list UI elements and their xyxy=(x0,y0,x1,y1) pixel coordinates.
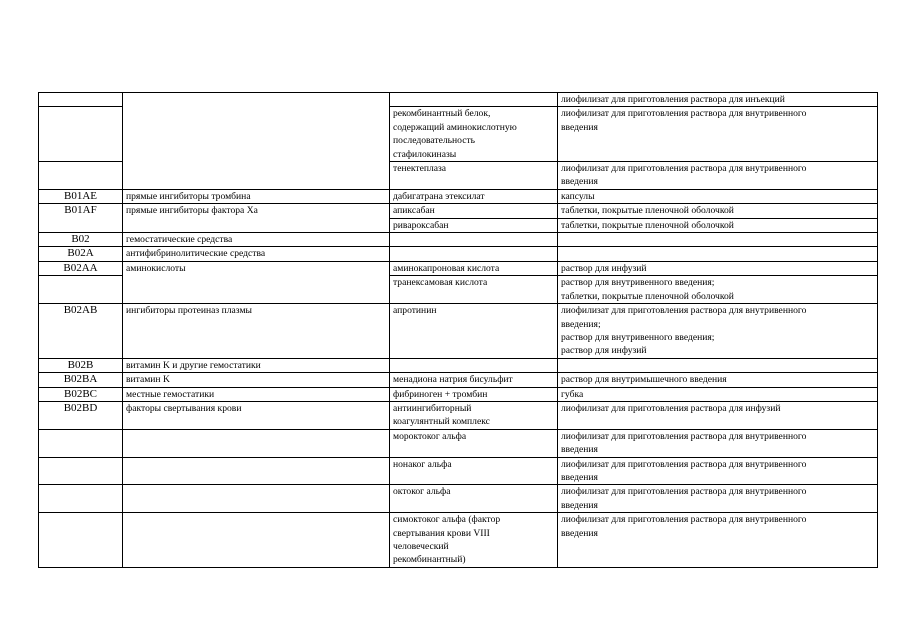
dosage-form-cell: лиофилизат для приготовления раствора для внутривенного введения xyxy=(558,107,878,162)
dosage-form-cell: раствор для внутривенного введения; таблетки, покрытые пленочной оболочкой xyxy=(558,276,878,304)
drug-name-cell: рекомбинантный белок, содержащий аминокислотную последовательность стафилокиназы xyxy=(390,107,558,162)
drug-name-cell xyxy=(390,358,558,372)
atc-code-cell xyxy=(39,107,123,162)
group-name-cell xyxy=(123,485,390,513)
table-row xyxy=(39,513,878,568)
group-name-cell: аминокислоты xyxy=(123,261,390,303)
atc-code-cell: B02BA xyxy=(39,373,123,387)
table-row xyxy=(39,429,878,457)
atc-code-cell xyxy=(39,93,123,107)
table-row xyxy=(39,204,878,218)
drug-name-cell: менадиона натрия бисульфит xyxy=(390,373,558,387)
dosage-form-cell xyxy=(558,233,878,247)
drug-name-cell: симоктоког альфа (фактор свертывания крови VIII человеческий рекомбинантный) xyxy=(390,513,558,568)
group-name-cell: гемостатические средства xyxy=(123,233,390,247)
atc-code-cell: B02 xyxy=(39,233,123,247)
dosage-form-cell: раствор для инфузий xyxy=(558,261,878,275)
drug-name-cell: нонаког альфа xyxy=(390,457,558,485)
atc-code-cell xyxy=(39,513,123,568)
table-row xyxy=(39,233,878,247)
atc-code-cell: B02B xyxy=(39,358,123,372)
group-name-cell: прямые ингибиторы тромбина xyxy=(123,189,390,203)
atc-code-cell: B02A xyxy=(39,247,123,261)
group-name-cell: факторы свертывания крови xyxy=(123,401,390,429)
group-name-cell: местные гемостатики xyxy=(123,387,390,401)
table-row xyxy=(39,387,878,401)
atc-code-cell xyxy=(39,485,123,513)
dosage-form-cell: таблетки, покрытые пленочной оболочкой xyxy=(558,218,878,232)
table-row xyxy=(39,401,878,429)
dosage-form-cell xyxy=(558,247,878,261)
dosage-form-cell: лиофилизат для приготовления раствора для инъекций xyxy=(558,93,878,107)
atc-code-cell xyxy=(39,162,123,190)
dosage-form-cell: лиофилизат для приготовления раствора для внутривенного введения xyxy=(558,162,878,190)
drug-name-cell xyxy=(390,247,558,261)
dosage-form-cell: раствор для внутримышечного введения xyxy=(558,373,878,387)
drug-name-cell xyxy=(390,93,558,107)
group-name-cell: антифибринолитические средства xyxy=(123,247,390,261)
drug-name-cell: аминокапроновая кислота xyxy=(390,261,558,275)
table-row xyxy=(39,93,878,107)
drug-name-cell: транексамовая кислота xyxy=(390,276,558,304)
atc-code-cell: B02AA xyxy=(39,261,123,275)
drug-name-cell: фибриноген + тромбин xyxy=(390,387,558,401)
atc-code-cell: B02AB xyxy=(39,304,123,359)
group-name-cell xyxy=(123,513,390,568)
drug-classification-table xyxy=(38,92,878,568)
drug-name-cell: октоког альфа xyxy=(390,485,558,513)
dosage-form-cell: лиофилизат для приготовления раствора для внутривенного введения xyxy=(558,513,878,568)
dosage-form-cell xyxy=(558,358,878,372)
atc-code-cell xyxy=(39,429,123,457)
group-name-cell: витамин K xyxy=(123,373,390,387)
drug-name-cell: антиингибиторный коагулянтный комплекс xyxy=(390,401,558,429)
table-row xyxy=(39,304,878,359)
dosage-form-cell: губка xyxy=(558,387,878,401)
dosage-form-cell: таблетки, покрытые пленочной оболочкой xyxy=(558,204,878,218)
atc-code-cell: B01AF xyxy=(39,204,123,233)
table-row xyxy=(39,485,878,513)
group-name-cell: ингибиторы протеиназ плазмы xyxy=(123,304,390,359)
dosage-form-cell: лиофилизат для приготовления раствора для внутривенного введения xyxy=(558,429,878,457)
group-name-cell: прямые ингибиторы фактора Xa xyxy=(123,204,390,233)
group-name-cell xyxy=(123,429,390,457)
atc-code-cell: B01AE xyxy=(39,189,123,203)
drug-name-cell: апротинин xyxy=(390,304,558,359)
dosage-form-cell: лиофилизат для приготовления раствора для внутривенного введения xyxy=(558,457,878,485)
dosage-form-cell: лиофилизат для приготовления раствора для инфузий xyxy=(558,401,878,429)
table-row xyxy=(39,373,878,387)
drug-name-cell: дабигатрана этексилат xyxy=(390,189,558,203)
group-name-cell xyxy=(123,457,390,485)
group-name-cell xyxy=(123,93,390,190)
drug-name-cell xyxy=(390,233,558,247)
drug-name-cell: ривароксабан xyxy=(390,218,558,232)
atc-code-cell: B02BD xyxy=(39,401,123,429)
drug-name-cell: апиксабан xyxy=(390,204,558,218)
table-row xyxy=(39,261,878,275)
drug-name-cell: мороктоког альфа xyxy=(390,429,558,457)
atc-code-cell xyxy=(39,276,123,304)
dosage-form-cell: лиофилизат для приготовления раствора для внутривенного введения; раствор для внутривенного введения; раствор для инфузий xyxy=(558,304,878,359)
table-row xyxy=(39,189,878,203)
table-row xyxy=(39,358,878,372)
atc-code-cell xyxy=(39,457,123,485)
atc-code-cell: B02BC xyxy=(39,387,123,401)
table-row xyxy=(39,457,878,485)
drug-name-cell: тенектеплаза xyxy=(390,162,558,190)
dosage-form-cell: капсулы xyxy=(558,189,878,203)
dosage-form-cell: лиофилизат для приготовления раствора для внутривенного введения xyxy=(558,485,878,513)
group-name-cell: витамин K и другие гемостатики xyxy=(123,358,390,372)
table-row xyxy=(39,247,878,261)
